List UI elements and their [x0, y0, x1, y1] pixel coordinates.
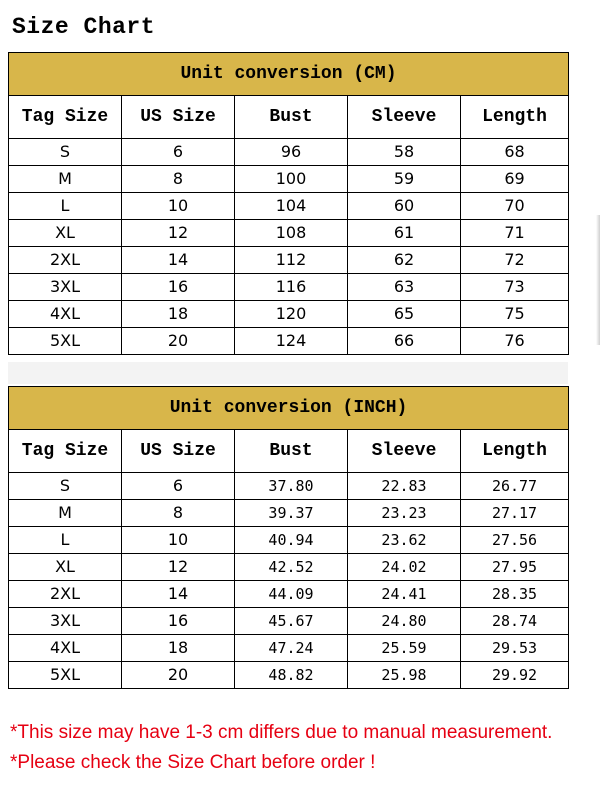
notes [10, 718, 600, 778]
column-header-bust: Bust [235, 96, 348, 139]
table-row [9, 301, 569, 328]
cell-length: 72 [461, 247, 569, 274]
table-row [9, 581, 569, 608]
cell-us-size: 12 [122, 220, 235, 247]
size-table-inch [8, 386, 569, 689]
cell-tag-size: 3XL [9, 274, 122, 301]
cell-tag-size: XL [9, 220, 122, 247]
cell-sleeve: 23.62 [348, 527, 461, 554]
cell-bust: 39.37 [235, 500, 348, 527]
cell-us-size: 20 [122, 662, 235, 689]
cell-tag-size: 3XL [9, 608, 122, 635]
cell-length: 73 [461, 274, 569, 301]
cell-length: 28.74 [461, 608, 569, 635]
cell-sleeve: 60 [348, 193, 461, 220]
cell-length: 27.56 [461, 527, 569, 554]
cell-sleeve: 22.83 [348, 473, 461, 500]
cell-us-size: 6 [122, 473, 235, 500]
table-row [9, 247, 569, 274]
column-header-length: Length [461, 96, 569, 139]
table-row [9, 635, 569, 662]
column-header-sleeve: Sleeve [348, 96, 461, 139]
note-measurement: *This size may have 1-3 cm differs due to manual measurement. [10, 722, 553, 743]
cell-us-size: 14 [122, 247, 235, 274]
cell-us-size: 18 [122, 635, 235, 662]
cell-tag-size: S [9, 139, 122, 166]
cell-sleeve: 59 [348, 166, 461, 193]
column-header-row [9, 430, 569, 473]
table-spacer [8, 362, 568, 384]
cell-length: 29.92 [461, 662, 569, 689]
cell-length: 27.17 [461, 500, 569, 527]
cell-tag-size: L [9, 527, 122, 554]
table-header-inch: Unit conversion (INCH) [9, 387, 569, 430]
cell-tag-size: 5XL [9, 328, 122, 355]
cell-bust: 108 [235, 220, 348, 247]
cell-length: 76 [461, 328, 569, 355]
edge-shadow [596, 215, 600, 345]
page-title: Size Chart [12, 14, 156, 40]
cell-tag-size: 2XL [9, 581, 122, 608]
table-header-cm: Unit conversion (CM) [9, 53, 569, 96]
cell-sleeve: 24.02 [348, 554, 461, 581]
table-row [9, 193, 569, 220]
column-header-length: Length [461, 430, 569, 473]
table-row [9, 662, 569, 689]
cell-sleeve: 61 [348, 220, 461, 247]
cell-us-size: 16 [122, 608, 235, 635]
cell-bust: 120 [235, 301, 348, 328]
note-check-chart: *Please check the Size Chart before order ! [10, 752, 376, 773]
column-header-tag-size: Tag Size [9, 96, 122, 139]
cell-bust: 124 [235, 328, 348, 355]
cell-us-size: 16 [122, 274, 235, 301]
cell-bust: 47.24 [235, 635, 348, 662]
cell-bust: 45.67 [235, 608, 348, 635]
cell-us-size: 8 [122, 500, 235, 527]
cell-sleeve: 62 [348, 247, 461, 274]
column-header-row [9, 96, 569, 139]
table-row [9, 328, 569, 355]
cell-length: 29.53 [461, 635, 569, 662]
cell-length: 27.95 [461, 554, 569, 581]
table-row [9, 139, 569, 166]
cell-length: 75 [461, 301, 569, 328]
cell-sleeve: 66 [348, 328, 461, 355]
cell-length: 69 [461, 166, 569, 193]
cell-us-size: 10 [122, 193, 235, 220]
cell-bust: 37.80 [235, 473, 348, 500]
table-row [9, 473, 569, 500]
cell-length: 70 [461, 193, 569, 220]
cell-sleeve: 24.80 [348, 608, 461, 635]
cell-bust: 104 [235, 193, 348, 220]
cell-sleeve: 23.23 [348, 500, 461, 527]
cell-sleeve: 25.98 [348, 662, 461, 689]
cell-sleeve: 25.59 [348, 635, 461, 662]
cell-tag-size: M [9, 500, 122, 527]
table-row [9, 166, 569, 193]
cell-length: 68 [461, 139, 569, 166]
table-row [9, 608, 569, 635]
column-header-us-size: US Size [122, 430, 235, 473]
cell-us-size: 10 [122, 527, 235, 554]
cell-sleeve: 65 [348, 301, 461, 328]
cell-tag-size: 5XL [9, 662, 122, 689]
column-header-tag-size: Tag Size [9, 430, 122, 473]
cell-bust: 40.94 [235, 527, 348, 554]
size-table-cm [8, 52, 569, 355]
cell-tag-size: 4XL [9, 635, 122, 662]
cell-tag-size: XL [9, 554, 122, 581]
table-row [9, 274, 569, 301]
cell-bust: 96 [235, 139, 348, 166]
cell-us-size: 8 [122, 166, 235, 193]
cell-bust: 116 [235, 274, 348, 301]
cell-tag-size: S [9, 473, 122, 500]
cell-bust: 112 [235, 247, 348, 274]
table-row [9, 220, 569, 247]
column-header-sleeve: Sleeve [348, 430, 461, 473]
cell-us-size: 18 [122, 301, 235, 328]
cell-bust: 100 [235, 166, 348, 193]
cell-bust: 48.82 [235, 662, 348, 689]
cell-us-size: 20 [122, 328, 235, 355]
cell-us-size: 6 [122, 139, 235, 166]
table-row [9, 527, 569, 554]
cell-sleeve: 24.41 [348, 581, 461, 608]
cell-tag-size: M [9, 166, 122, 193]
cell-length: 26.77 [461, 473, 569, 500]
cell-tag-size: 4XL [9, 301, 122, 328]
cell-tag-size: 2XL [9, 247, 122, 274]
column-header-us-size: US Size [122, 96, 235, 139]
cell-length: 28.35 [461, 581, 569, 608]
cell-length: 71 [461, 220, 569, 247]
cell-tag-size: L [9, 193, 122, 220]
table-row [9, 554, 569, 581]
column-header-bust: Bust [235, 430, 348, 473]
cell-bust: 44.09 [235, 581, 348, 608]
cell-us-size: 14 [122, 581, 235, 608]
cell-sleeve: 63 [348, 274, 461, 301]
table-row [9, 500, 569, 527]
cell-bust: 42.52 [235, 554, 348, 581]
cell-sleeve: 58 [348, 139, 461, 166]
cell-us-size: 12 [122, 554, 235, 581]
